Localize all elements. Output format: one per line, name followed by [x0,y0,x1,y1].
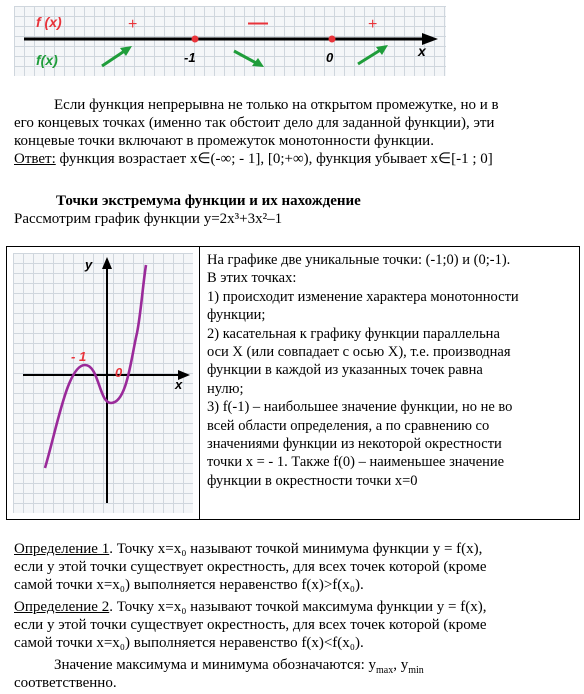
number-line-svg [14,6,446,76]
increase-arrow-1 [102,50,126,66]
closing-max: max [376,665,394,676]
decrease-arrow [234,51,258,64]
expl-l11: значениями функции из некоторой окрестности [207,436,502,453]
def1-l1: . Точку х=х₀ называют точкой минимума функции y = f(x), [109,541,483,557]
expl-l6: оси Х (или совпадает с осью Х), т.е. производная [207,344,511,361]
para1-line2: его концевых точках (именно так обстоит дело для заданной функции), эти [14,115,495,131]
closing-paragraph [14,656,580,692]
answer-text: функция возрастает х∈(-∞; - 1], [0;+∞), функция убывает х∈[-1 ; 0] [55,151,493,167]
graph-table [6,246,580,520]
number-line-figure [14,6,446,76]
expl-l12: точки х = - 1. Также f(0) – наименьшее значение [207,454,505,471]
expl-l1: На графике две уникальные точки: (-1;0) и (0;-1). [207,252,511,268]
expl-l3: 1) происходит изменение характера монотонности [207,288,519,305]
point-0-label: 0 [326,50,334,65]
graph-svg [13,253,193,513]
answer-label: Ответ: [14,151,56,167]
f-prime-label: f (x) [36,14,62,30]
para1-line3: концевые точки включают в промежуток монотонности функции. [14,133,434,149]
expl-l4: функции; [207,307,266,324]
definition-1 [14,540,580,594]
expl-l5: 2) касательная к графику функции параллельна [207,325,500,342]
def1-label: Определение 1 [14,541,110,557]
sign-plus-2: + [368,16,378,33]
sign-minus: — [248,12,268,34]
def1-l3: самой точки х=х₀) выполняется неравенство f(x)>f(x₀). [14,577,364,593]
closing-comma: , y [393,657,409,673]
def2-label: Определение 2 [14,599,110,615]
def2-l1: . Точку х=х₀ называют точкой максимума функции y = f(x), [109,599,487,615]
paragraph-monotonic [14,96,578,168]
graph-y-label: y [85,257,93,272]
graph-point-minus1: - 1 [71,349,87,364]
section-heading: Точки экстремума функции и их нахождение [56,193,361,209]
definition-2 [14,598,580,652]
def2-l3: самой точки х=х₀) выполняется неравенство f(x)<f(x₀). [14,635,364,651]
expl-l13: функции в окрестности точки х=0 [207,472,418,489]
function-curve [45,265,146,468]
expl-l9: 3) f(-1) – наибольшее значение функции, но не во [207,399,513,416]
closing-l2: соответственно. [14,675,117,691]
para1-line1: Если функция непрерывна не только на открытом промежутке, но и в [54,97,499,113]
sign-plus-1: + [128,16,138,33]
closing-min: min [408,665,424,676]
axis-x-label: x [418,43,426,59]
f-label: f(x) [36,52,58,68]
expl-l2: В этих точках: [207,270,297,287]
increase-arrow-2 [358,49,382,64]
expl-l7: функции в каждой из указанных точек равна [207,362,483,379]
section-intro: Рассмотрим график функции y=2x³+3x²–1 [14,211,283,227]
function-graph [13,253,193,513]
point-minus1-label: -1 [184,50,196,65]
graph-x-label: x [175,377,183,392]
answer-line [14,150,578,168]
expl-l10: всей области определения, а по сравнению со [207,417,490,434]
expl-l8: нулю; [207,380,244,397]
point-0-marker [329,36,336,43]
point-minus1-marker [192,36,199,43]
graph-explanation [207,251,577,490]
def1-l2: если у этой точки существует окрестность, для всех точек которой (кроме [14,559,487,575]
graph-point-0: 0 [115,365,123,380]
closing-l1: Значение максимума и минимума обозначаются: y [54,657,377,673]
def2-l2: если у этой точки существует окрестность, для всех точек которой (кроме [14,617,487,633]
